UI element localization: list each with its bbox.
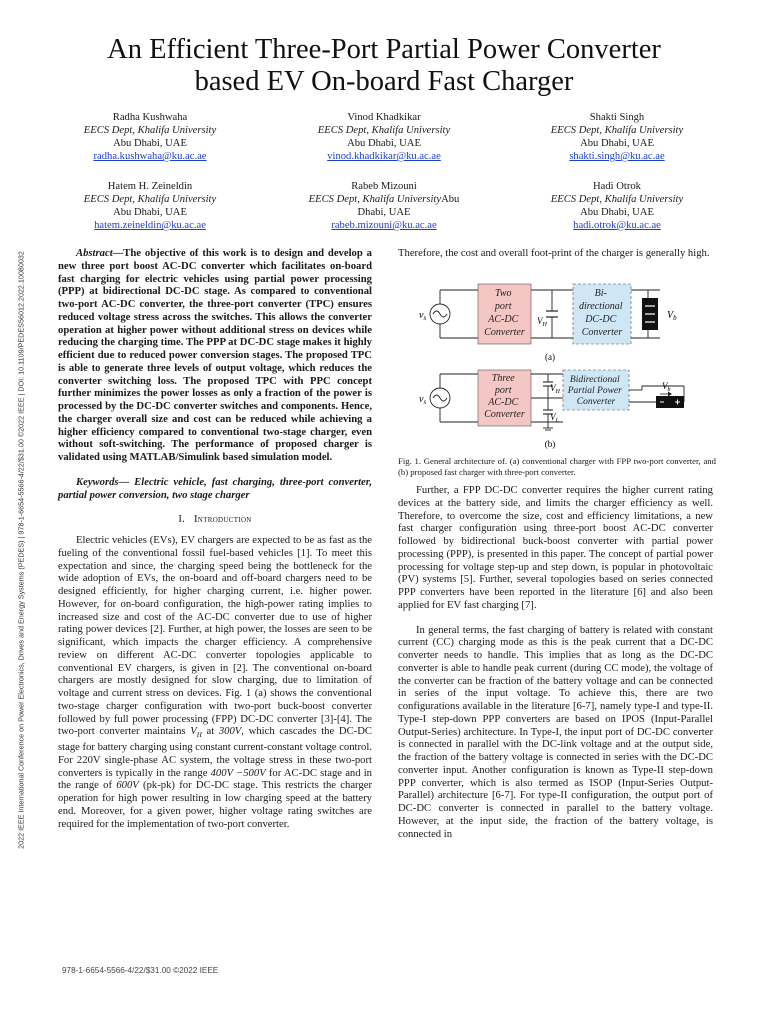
source-label-a: $v_s$ xyxy=(419,310,427,322)
author-block-2 xyxy=(274,111,494,163)
abstract xyxy=(58,248,372,465)
author-affiliation: EECS Dept, Khalifa University xyxy=(308,194,442,205)
right-paragraph-2: In general terms, the fast charging of battery is related with constant current (CC) charging mode as this is the peak current that a DC-DC converter needs to handle. This implies that as long as the DC-DC converter is able to handle peak current (during CC mode), the voltage of the converter can be fraction of the battery voltage and can be connected in series of the input voltage. To achieve this, there are two configurations available in the literature [6-7], namely type-I and type-II. Type-I step-down PPP converters are based on IPOS (Input-Parallel Output-Series) architecture. In Type-I, the input port of DC-DC converter is connected in parallel with the DC-link voltage and at the output side, the fraction of the battery voltage is connected in series with the DC-DC converter input. Another configuration is known as Type-II step-down PPP converter, which is also termed as ISOP (Input-Series Output-Parallel) architecture [6-7]. For type-II configuration, the output port of DC-DC converter is connected in parallel to the battery voltage. However, at the input side, the fraction of the battery voltage, is connected in xyxy=(398,624,713,840)
section-heading xyxy=(58,514,372,527)
author-block-1 xyxy=(40,111,260,163)
author-city: Abu Dhabi, UAE xyxy=(113,207,187,218)
math-vh xyxy=(190,726,202,740)
author-name: Hadi Otrok xyxy=(593,181,641,192)
author-city-inline: Abu xyxy=(441,194,460,205)
author-block-5 xyxy=(274,180,494,232)
keywords xyxy=(58,477,372,503)
vb-label-b: $V_b$ xyxy=(662,381,671,393)
subfigure-label-a: (a) xyxy=(545,352,555,362)
author-name: Rabeb Mizouni xyxy=(351,181,417,192)
author-affiliation: EECS Dept, Khalifa University xyxy=(550,125,684,136)
figure-caption-text: Fig. 1. General architecture of. (a) conventional charger with FPP two-port converter, and (b) proposed fast charger with three-port converter. xyxy=(398,456,716,477)
author-city: Abu Dhabi, UAE xyxy=(347,138,421,149)
abstract-text: —The objective of this work is to design and develop a new three port boost AC-DC converter which facilitates on-board fast charging for electric vehicles using partial power processing (PPP) at bidirectional DC-DC stage. As compared to conventional two-port AC-DC converter, the three-port converter (TPC) ensures reduced voltage stress across the switches. This allows the converter operation at higher power without additional stress on devices while reducing the charging time. The PPP at DC-DC stage makes it highly efficient due to reduced power conversion stages. The proposed TPC is able to generate three levels of output voltage, which reduces the converter switching loss. The proposed TPC with PPC concept further minimizes the power losses as only a fraction of the power is processed by the DC-DC converter switches and components. Hence, the charger overall size and cost can be reduced while achieving a higher efficiency compared to conventional two-stage charger, even without soft-switching. The performance of proposed charger is validated using MATLAB/Simulink based simulation model. xyxy=(58,248,372,463)
section-number: I. xyxy=(178,514,186,526)
right-paragraph-1: Further, a FPP DC-DC converter requires the higher current rating devices at the battery side, and limits the charger efficiency as well. Therefore, to overcome the size, cost and efficiency limitations, a new fast charger configuration using three-port boost AC-DC converter followed by bidirectional buck-boost converter with partial power processing (PPP), is presented in this paper. The concept of partial power processing for voltage step-up and step down, is popular in photovoltaic (PV) systems [5]. Further, several topologies based on series connected PPP converters have been reported in the literature [6] and also been applied for EV fast charging [7]. xyxy=(398,485,713,611)
intro-text-cont: , which cascades the DC-DC stage for battery charging using constant current-constant voltage control. For 220V single-phase AC system, the voltage stress in these two-port converters is typically in the range xyxy=(58,726,372,779)
section-title: Introduction xyxy=(193,514,252,526)
right-column xyxy=(398,485,713,841)
author-block-3 xyxy=(507,111,727,163)
author-name: Hatem H. Zeineldin xyxy=(107,181,193,192)
abstract-label: Abstract xyxy=(76,248,113,259)
sidebar-text: 2022 IEEE International Conference on Power Electronics, Drives and Energy Systems (PEDES) | 978-1-6654-5566-4/22/$31.00 ©2022 IEEE | DOI: 10.1109/PEDES56012.2022.10080032 xyxy=(16,251,26,849)
title-line-1: An Efficient Three-Port Partial Power Converter xyxy=(107,34,661,65)
author-email[interactable]: radha.kushwaha@ku.ac.ae xyxy=(93,151,207,162)
author-city: Dhabi, UAE xyxy=(357,207,411,218)
figure-1 xyxy=(398,278,713,478)
vh-label-b: $V_H$ xyxy=(550,383,560,395)
author-name: Vinod Khadkikar xyxy=(347,112,421,123)
paper-title xyxy=(40,34,728,98)
vh-label-a: $V_H$ xyxy=(537,316,547,328)
author-email[interactable]: hadi.otrok@ku.ac.ae xyxy=(573,220,661,231)
math-v: V xyxy=(190,726,197,738)
keywords-label: Keywords xyxy=(76,476,119,488)
math-300v: 300V xyxy=(218,726,242,738)
block-label: Two port AC-DC Converter xyxy=(484,288,525,338)
keywords-text: — Electric vehicle, fast charging, three-port converter, partial power conversion, two stage charger xyxy=(58,476,372,501)
math-sub: H xyxy=(196,731,202,740)
author-affiliation: EECS Dept, Khalifa University xyxy=(83,194,217,205)
author-affiliation: EECS Dept, Khalifa University xyxy=(317,125,451,136)
author-email[interactable]: rabeb.mizouni@ku.ac.ae xyxy=(331,220,437,231)
author-name: Radha Kushwaha xyxy=(112,112,188,123)
left-column xyxy=(58,248,372,831)
intro-text: Electric vehicles (EVs), EV chargers are expected to be as fast as the fueling of the conventional fossil fuel-based vehicles [1]. To meet this expectation and since, the charging speed being the bottleneck for the wide adoption of EVs, the on-board and off-board chargers need to be designed efficiently, for higher charging current, i.e. higher power. However, for on-board configuration, the high-power rating implies to increased size and cost of the AC-DC converter due to use of higher rating power devices [2]. Further, at high power, the losses are seen to be significant, which impacts the charger efficiency. A comprehensive review on different AC-DC converter topologies applicable to conventional EV chargers, is given in [2]. The conventional on-board chargers are mostly designed for slow charging, due to limitation of voltage and current stress on devices. Fig. 1 (a) shows the conventional two-stage charger configuration with two-port buck-boost converter followed by full power processing (FPP) DC-DC converter [3]-[4]. The two-port converter maintains xyxy=(58,535,372,738)
conference-sidebar xyxy=(14,110,28,990)
author-city: Abu Dhabi, UAE xyxy=(580,138,654,149)
title-line-2: based EV On-board Fast Charger xyxy=(194,66,574,97)
right-paragraph-0: Therefore, the cost and overall foot-print of the charger is generally high. xyxy=(398,248,710,259)
author-affiliation: EECS Dept, Khalifa University xyxy=(83,125,217,136)
intro-text-end: (pk-pk) for DC-DC stage. This restricts the charger operation for high power resulting in low charging speed at the battery end. Moreover, for a given power, higher voltage rating switches are required for the implementation of two-port converter. xyxy=(58,780,372,830)
figure-1a xyxy=(419,284,677,362)
figure-caption xyxy=(398,456,716,478)
author-email[interactable]: shakti.singh@ku.ac.ae xyxy=(569,151,665,162)
author-email[interactable]: vinod.khadkikar@ku.ac.ae xyxy=(327,151,441,162)
block-label: Bidirectional Partial Power Converter xyxy=(567,375,622,407)
author-city: Abu Dhabi, UAE xyxy=(113,138,187,149)
intro-text-cont2: for AC-DC stage and in the range of xyxy=(58,767,373,792)
page-footer: 978-1-6654-5566-4/22/$31.00 ©2022 IEEE xyxy=(62,966,219,975)
author-affiliation-line xyxy=(274,193,494,206)
figure-1b xyxy=(419,370,684,449)
source-label-b: $v_s$ xyxy=(419,394,427,406)
right-column-top xyxy=(398,248,713,261)
vb-label-a: $V_b$ xyxy=(667,310,677,322)
intro-at: at xyxy=(201,726,219,738)
author-name: Shakti Singh xyxy=(589,112,645,123)
math-600v: 600V xyxy=(116,780,139,792)
math-range: 400V −500V xyxy=(210,767,266,779)
author-block-4 xyxy=(40,180,260,232)
block-label: Three port AC-DC Converter xyxy=(484,373,525,420)
block-label: Bi- directional DC-DC Converter xyxy=(578,288,623,338)
author-email[interactable]: hatem.zeineldin@ku.ac.ae xyxy=(94,220,206,231)
vl-label-b: $V_L$ xyxy=(550,412,559,424)
author-block-6 xyxy=(507,180,727,232)
author-city: Abu Dhabi, UAE xyxy=(580,207,654,218)
subfigure-label-b: (b) xyxy=(544,439,556,449)
author-affiliation: EECS Dept, Khalifa University xyxy=(550,194,684,205)
intro-paragraph xyxy=(58,535,372,831)
